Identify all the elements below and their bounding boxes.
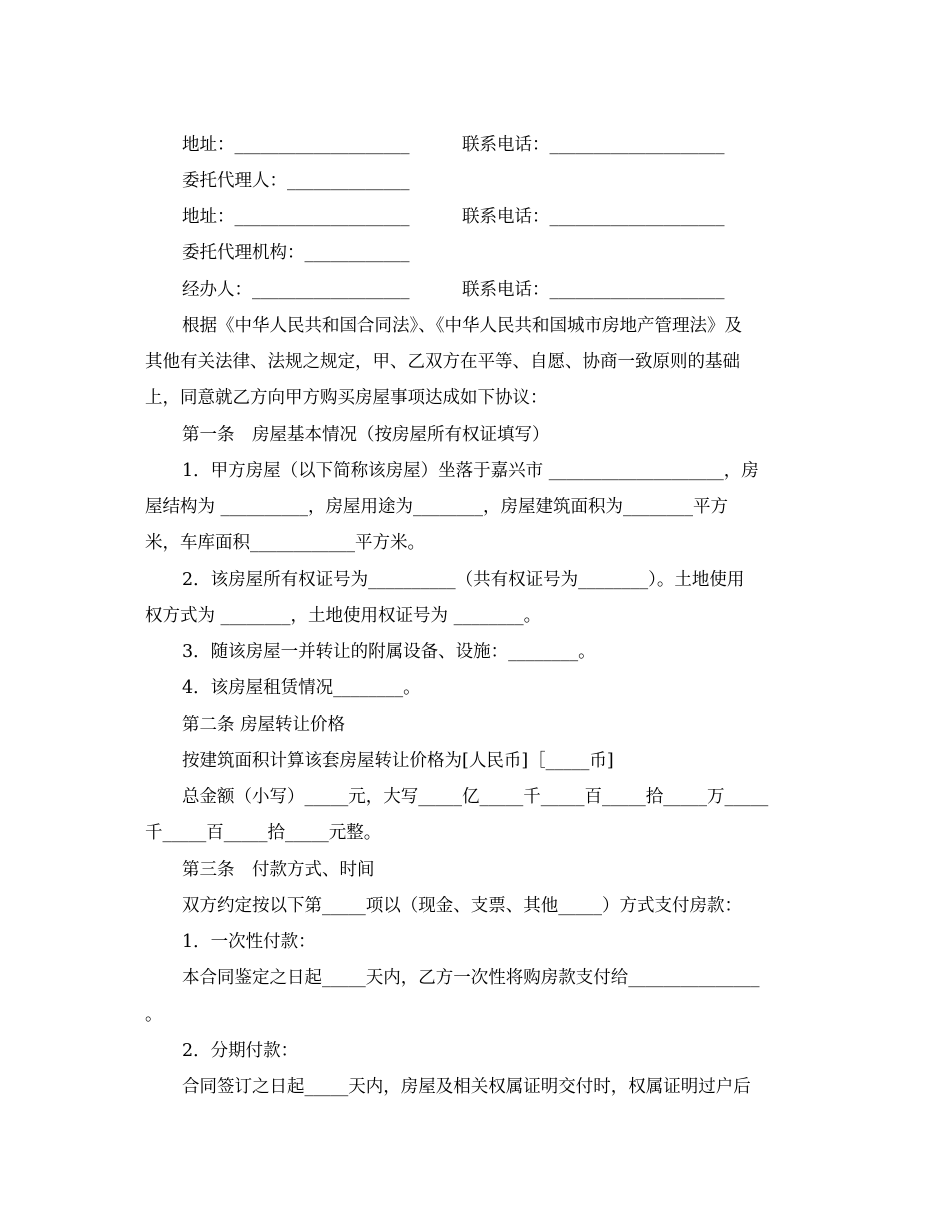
article-2-text: 按建筑面积计算该套房屋转让价格为[人民币]［_____币]	[182, 751, 614, 771]
article-3-text: 。	[145, 1005, 163, 1025]
party-address-field: 地址：____________________	[182, 135, 410, 155]
article-3-text: 1．一次性付款：	[182, 932, 316, 952]
article-1-text: 屋结构为 __________，房屋用途为________，房屋建筑面积为________平方	[145, 497, 729, 517]
article-1-text: 3．随该房屋一并转让的附属设备、设施：________。	[182, 642, 596, 662]
article-2-heading: 第二条 房屋转让价格	[182, 715, 346, 735]
article-1-text: 2．该房屋所有权证号为__________（共有权证号为________）。土地使用	[182, 570, 745, 590]
article-3-text: 2．分期付款：	[182, 1041, 299, 1061]
agency-field: 委托代理机构：____________	[182, 243, 410, 263]
preamble-line: 其他有关法律、法规之规定，甲、乙双方在平等、自愿、协商一致原则的基础	[145, 352, 740, 372]
article-3-text: 本合同鉴定之日起_____天内，乙方一次性将购房款支付给_______________	[182, 968, 760, 988]
article-3-heading: 第三条 付款方式、时间	[182, 860, 375, 880]
article-2-text: 总金额（小写）_____元，大写_____亿_____千_____百_____拾_____万_____	[182, 787, 769, 807]
handler-field: 经办人：__________________	[182, 280, 410, 300]
preamble-line: 根据《中华人民共和国合同法》、《中华人民共和国城市房地产管理法》及	[182, 316, 742, 336]
handler-phone-field: 联系电话：____________________	[462, 280, 725, 300]
party-phone-field: 联系电话：____________________	[462, 135, 725, 155]
agent-address-field: 地址：____________________	[182, 207, 410, 227]
article-1-text: 米，车库面积____________平方米。	[145, 533, 425, 553]
article-3-text: 合同签订之日起_____天内，房屋及相关权属证明交付时，权属证明过户后	[182, 1077, 751, 1097]
article-2-text: 千_____百_____拾_____元整。	[145, 823, 382, 843]
article-3-text: 双方约定按以下第_____项以（现金、支票、其他_____）方式支付房款：	[182, 896, 742, 916]
article-1-text: 1．甲方房屋（以下简称该房屋）坐落于嘉兴市 ____________________，房	[182, 461, 759, 481]
article-1-text: 权方式为 ________，土地使用权证号为 ________。	[145, 606, 542, 626]
agent-phone-field: 联系电话：____________________	[462, 207, 725, 227]
article-1-heading: 第一条 房屋基本情况（按房屋所有权证填写）	[182, 425, 550, 445]
article-1-text: 4．该房屋租赁情况________。	[182, 678, 421, 698]
preamble-line: 上，同意就乙方向甲方购买房屋事项达成如下协议：	[145, 388, 548, 408]
agent-field: 委托代理人：______________	[182, 171, 410, 191]
